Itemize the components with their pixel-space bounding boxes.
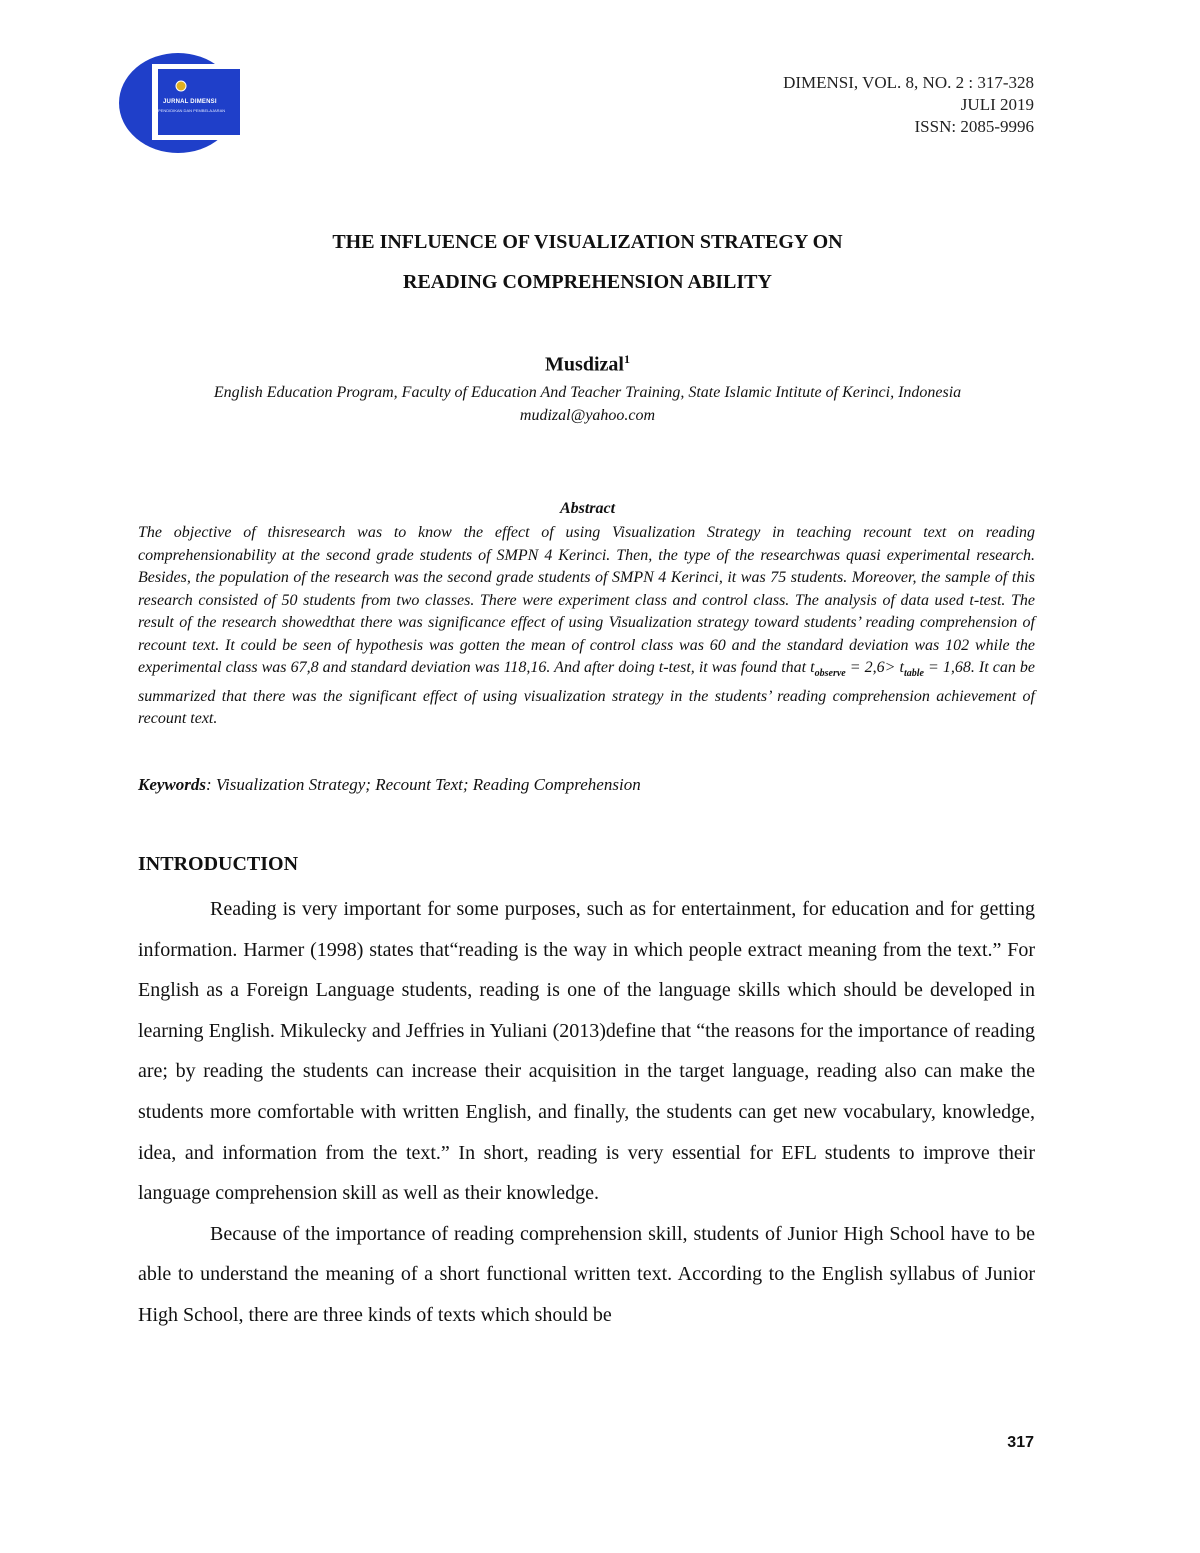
- author-superscript: 1: [623, 352, 630, 366]
- abstract-sub-observe: observe: [814, 668, 846, 680]
- journal-info: [783, 72, 1034, 138]
- author-affiliation-block: [140, 381, 1035, 427]
- keywords-text: : Visualization Strategy; Recount Text; Reading Comprehension: [206, 775, 641, 794]
- abstract-text: [138, 522, 1035, 731]
- abstract-part-3: = 1,68. It can be summarized that there was the significant effect of using visualization strategy in the students’ reading comprehension achievement of recount text.: [138, 659, 1036, 728]
- introduction-body: [138, 889, 1035, 1336]
- logo-subtext: PENDIDIKAN DAN PEMBELAJARAN: [158, 108, 226, 113]
- keywords-label: Keywords: [138, 775, 206, 794]
- title-line-2: READING COMPREHENSION ABILITY: [403, 271, 772, 293]
- author-name-text: Musdizal: [545, 353, 624, 376]
- logo-text: JURNAL DIMENSI: [163, 99, 217, 105]
- abstract-sub-table: table: [903, 668, 924, 680]
- introduction-paragraph-1: Reading is very important for some purposes, such as for entertainment, for education and for getting information. Harmer (1998) states that“reading is the way in which people extract meaning from the text.” For English as a Foreign Language students, reading is one of the language skills which should be developed in learning English. Mikulecky and Jeffries in Yuliani (2013)define that “the reasons for the importance of reading are; by reading the students can increase their acquisition in the target language, reading also can make the students more comfortable with written English, and finally, the students can get new vocabulary, knowledge, idea, and information from the text.” In short, reading is very essential for EFL students to improve their language comprehension skill as well as their knowledge.: [138, 898, 1035, 1205]
- journal-volume: DIMENSI, VOL. 8, NO. 2 : 317-328: [783, 73, 1034, 92]
- author-affiliation: English Education Program, Faculty of Education And Teacher Training, State Islamic Intitute of Kerinci, Indonesia: [213, 384, 962, 401]
- introduction-paragraph-2: Because of the importance of reading comprehension skill, students of Junior High School have to be able to understand the meaning of a short functional written text. According to the English syllabus of Junior High School, there are three kinds of texts which should be: [138, 1222, 1035, 1326]
- keywords: [138, 775, 1035, 795]
- journal-logo: [118, 52, 240, 154]
- author-email: mudizal@yahoo.com: [519, 407, 656, 424]
- journal-date: JULI 2019: [960, 95, 1034, 114]
- page-number: 317: [1007, 1434, 1034, 1451]
- paper-title: [0, 222, 1175, 302]
- introduction-heading: INTRODUCTION: [138, 853, 299, 875]
- journal-issn: ISSN: 2085-9996: [914, 117, 1034, 136]
- abstract-part-2: = 2,6> t: [845, 659, 904, 676]
- author-name: [0, 352, 1175, 377]
- abstract-part-1: The objective of thisresearch was to know the effect of using Visualization Strategy in teaching recount text on reading comprehensionability at the second grade students of SMPN 4 Kerinci. Then, the type of the researchwas quasi experimental research. Besides, the population of the research was the second grade students of SMPN 4 Kerinci, it was 75 students. Moreover, the sample of this research consisted of 50 students from two classes. There were experiment class and control class. The analysis of data used t-test. The result of the research showedthat there was significance effect of using Visualization strategy toward students’ reading comprehension of recount text. It could be seen of hypothesis was gotten the mean of control class was 60 and the standard deviation was 102 while the experimental class was 67,8 and standard deviation was 118,16. And after doing t-test, it was found that t: [138, 524, 1035, 676]
- title-line-1: THE INFLUENCE OF VISUALIZATION STRATEGY ON: [332, 231, 843, 253]
- abstract-heading: Abstract: [559, 500, 616, 517]
